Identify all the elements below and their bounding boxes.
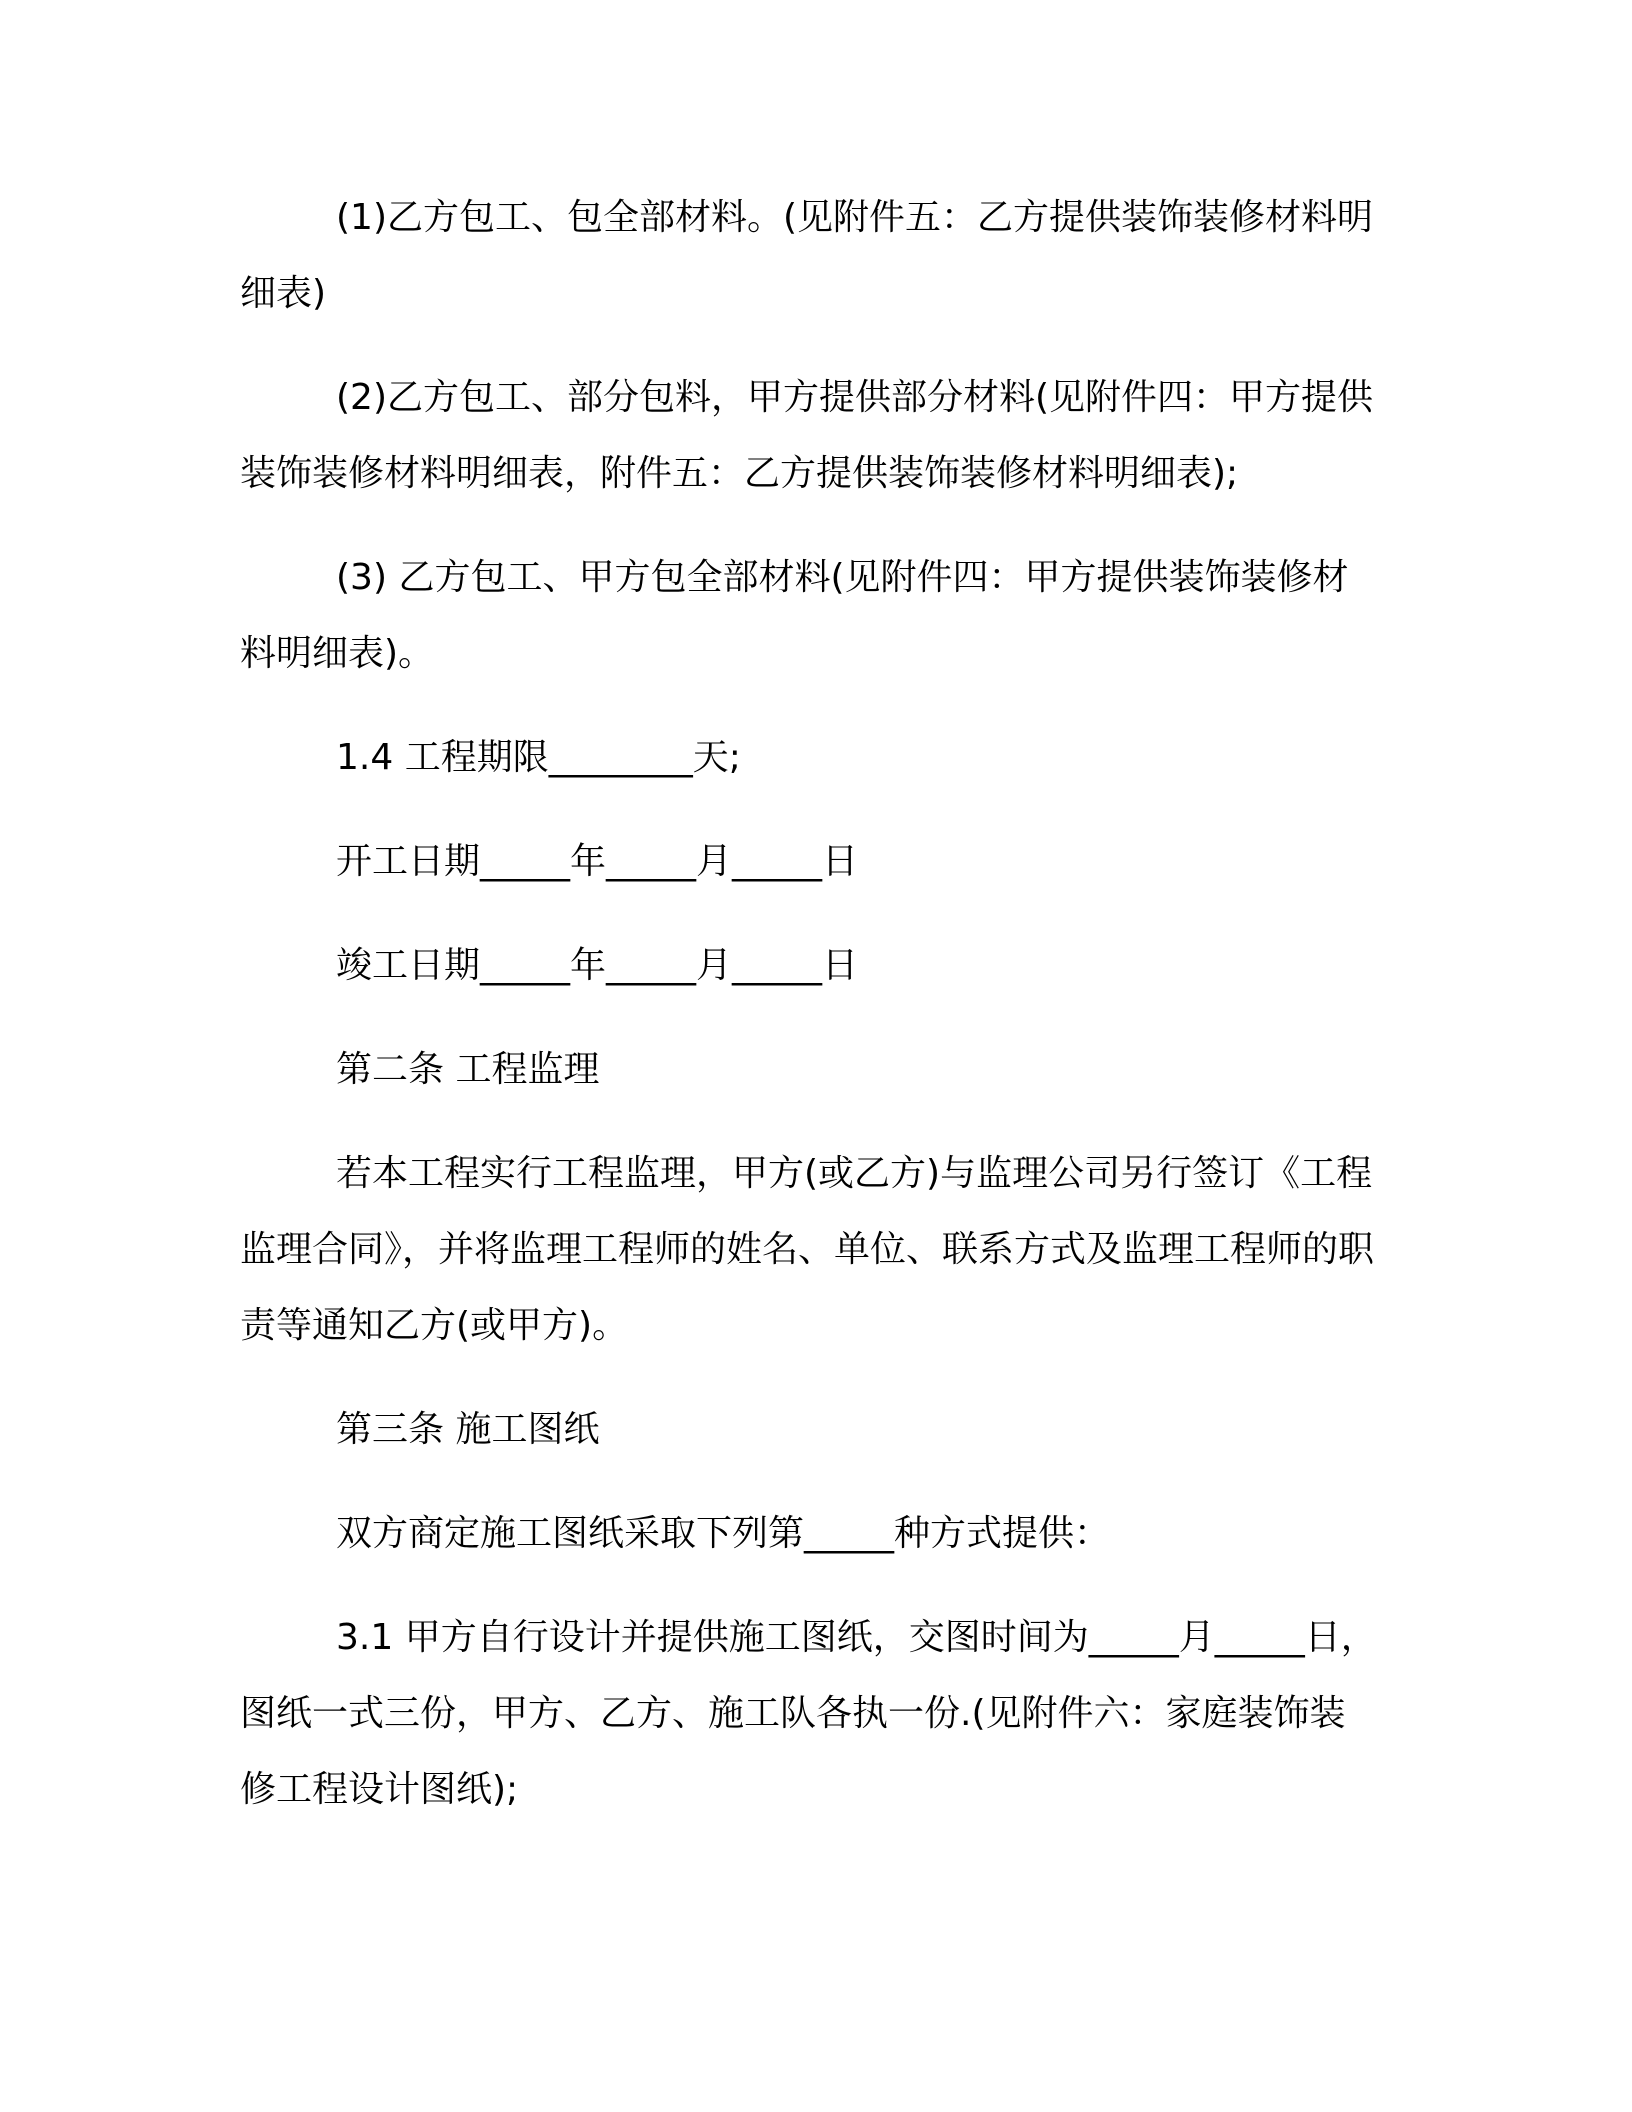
document-body (240, 180, 1380, 1856)
paragraph-option-2: (2)乙方包工、部分包料，甲方提供部分材料(见附件四：甲方提供装饰装修材料明细表，附件五：乙方提供装饰装修材料明细表); (240, 377, 1374, 494)
paragraph-supervision: 若本工程实行工程监理，甲方(或乙方)与监理公司另行签订《工程监理合同》，并将监理工程师的姓名、单位、联系方式及监理工程师的职责等通知乙方(或甲方)。 (240, 1153, 1375, 1346)
paragraph-option-1: (1)乙方包工、包全部材料。(见附件五：乙方提供装饰装修材料明细表) (240, 197, 1374, 314)
paragraph-completion-date: 竣工日期_____年_____月_____日 (336, 945, 859, 986)
heading-article-2: 第二条 工程监理 (336, 1049, 600, 1090)
paragraph-drawing-method: 双方商定施工图纸采取下列第_____种方式提供： (336, 1513, 1111, 1554)
paragraph-option-3: (3) 乙方包工、甲方包全部材料(见附件四：甲方提供装饰装修材料明细表)。 (240, 557, 1349, 674)
paragraph-drawing-3-1: 3.1 甲方自行设计并提供施工图纸，交图时间为_____月_____日，图纸一式三份，甲方、乙方、施工队各执一份.(见附件六：家庭装饰装修工程设计图纸); (240, 1617, 1377, 1810)
paragraph-project-duration: 1.4 工程期限________天; (336, 737, 741, 778)
heading-article-3: 第三条 施工图纸 (336, 1409, 600, 1450)
paragraph-start-date: 开工日期_____年_____月_____日 (336, 841, 859, 882)
